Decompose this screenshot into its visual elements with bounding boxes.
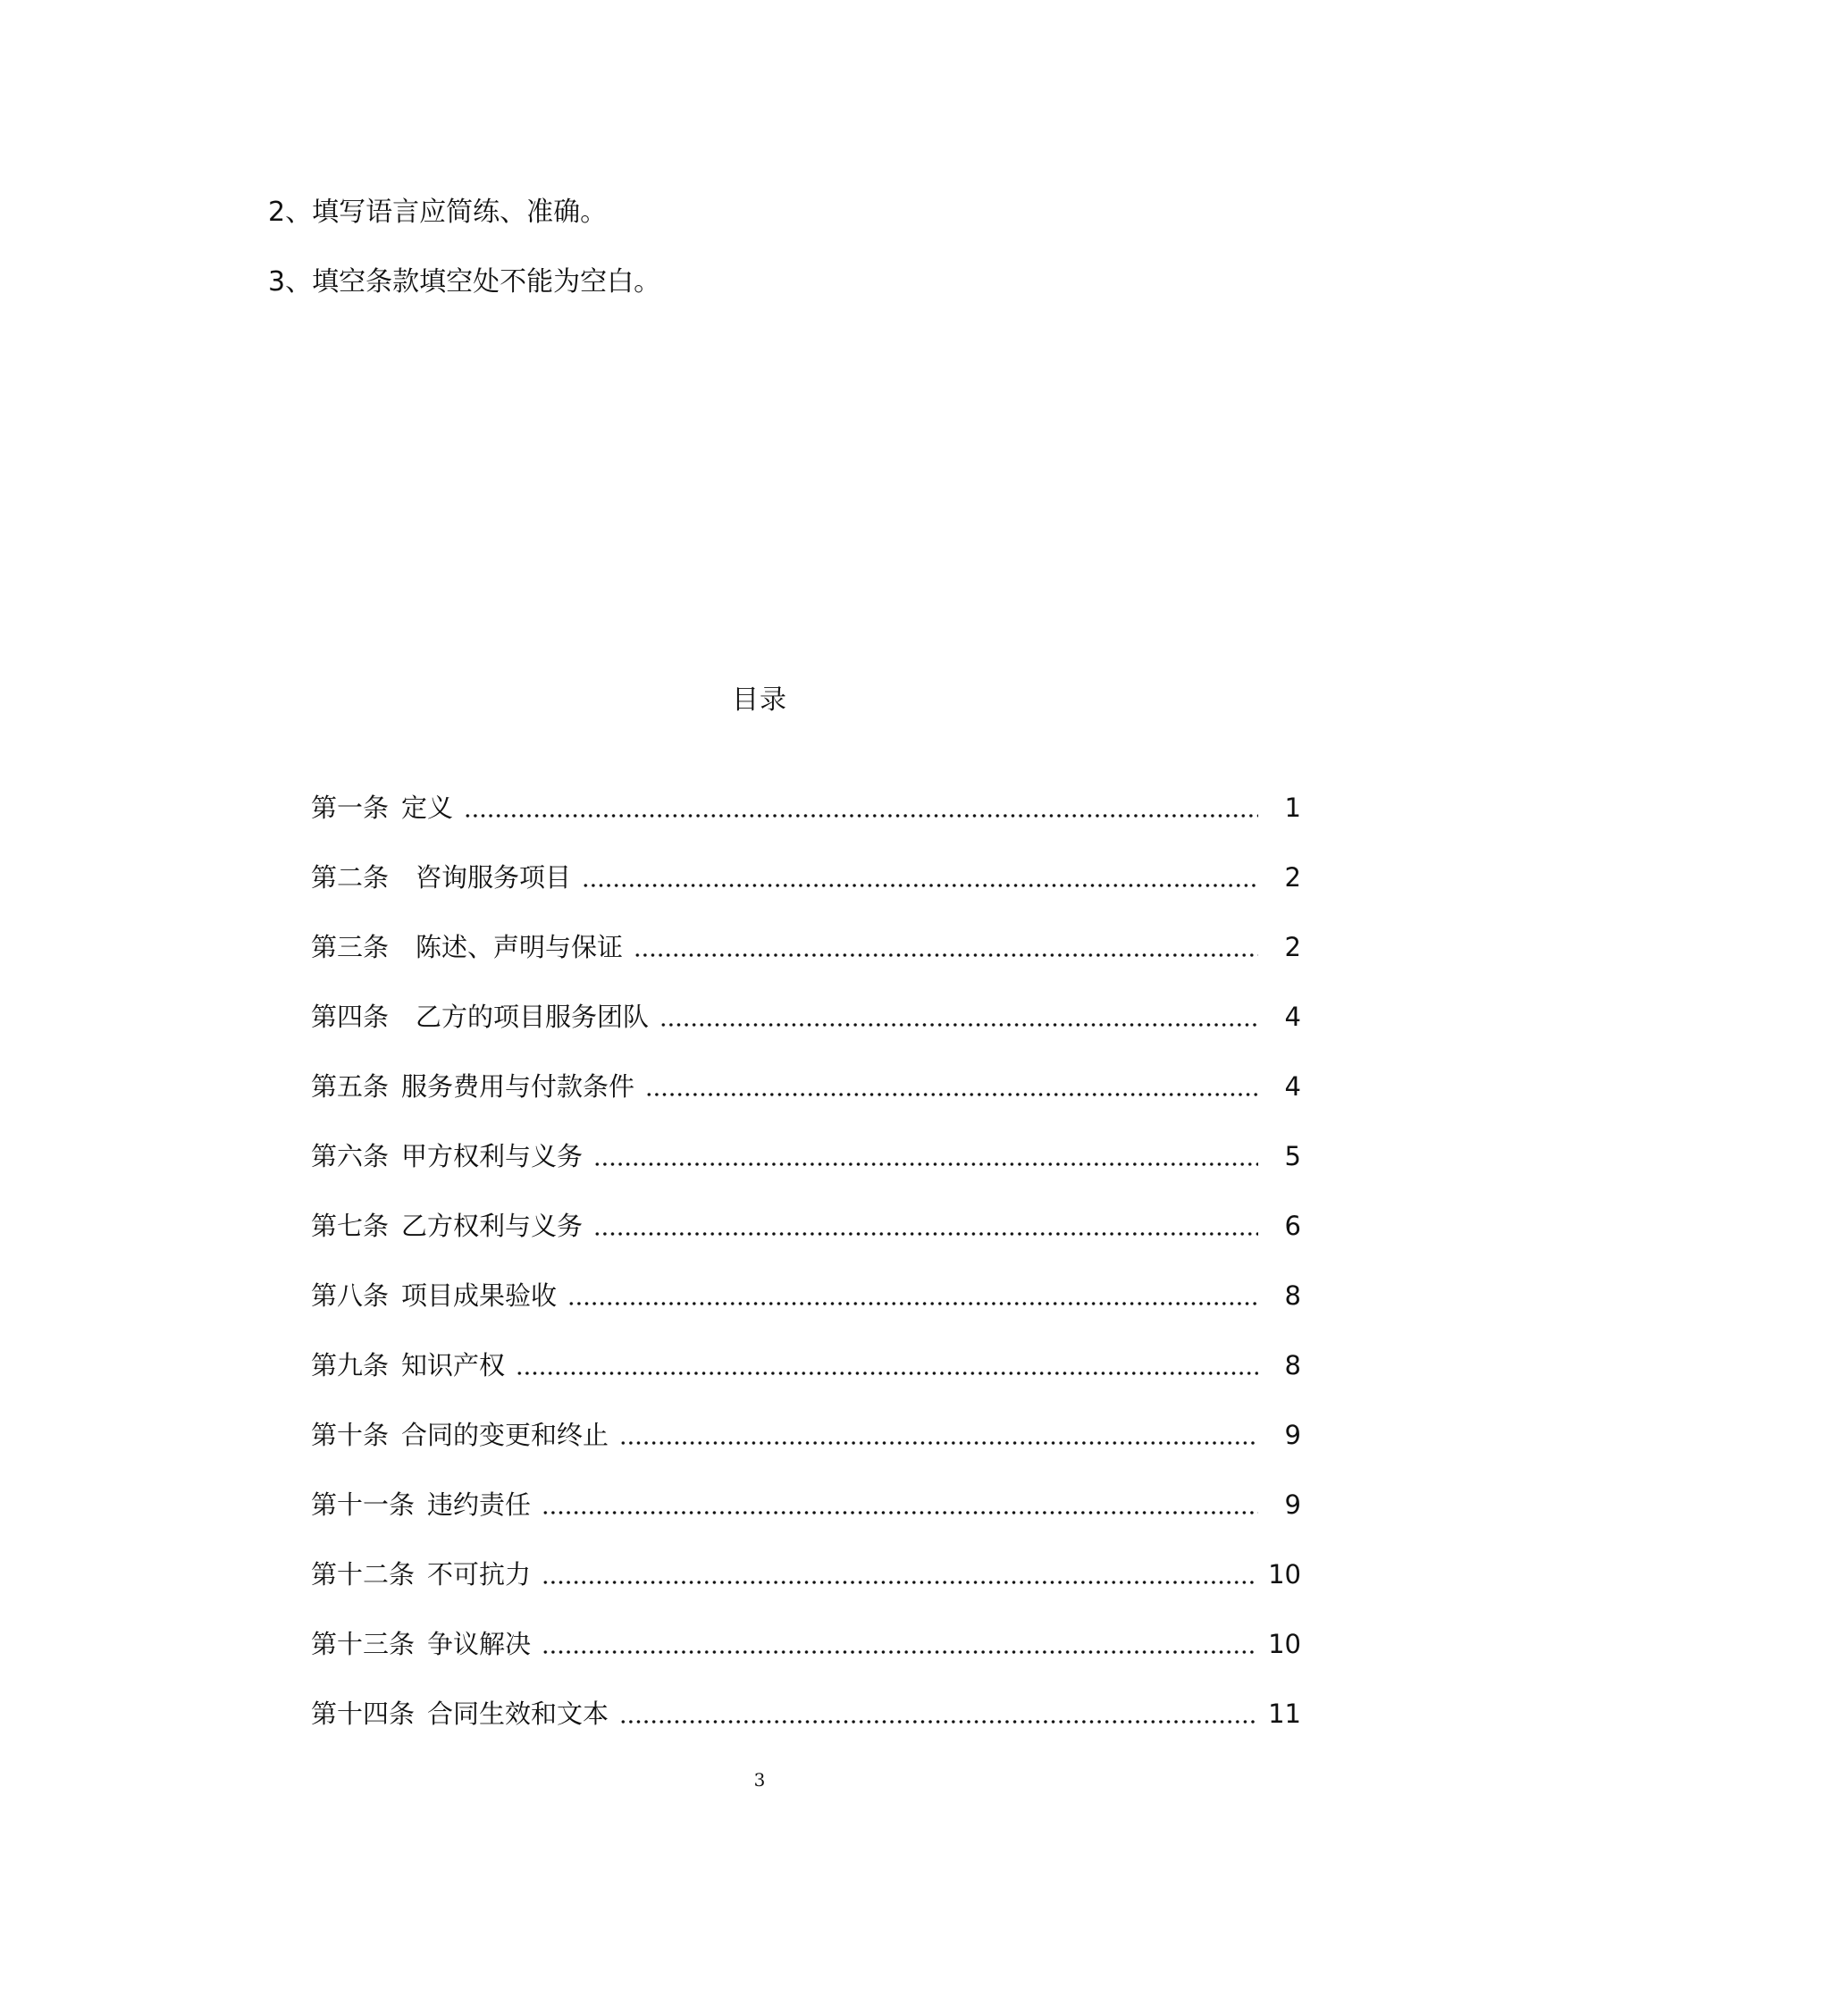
toc-entry-page: 2 [1284, 932, 1301, 962]
toc-entry-label: 合同的变更和终止 [401, 1420, 609, 1450]
toc-entry[interactable] [311, 1556, 1301, 1592]
toc-entry-page: 6 [1284, 1211, 1301, 1241]
toc-entry-label: 知识产权 [401, 1350, 506, 1380]
toc-entry-number: 第九条 [311, 1350, 390, 1380]
toc-entry-number: 第八条 [311, 1280, 390, 1311]
instruction-note-2: 2、填写语言应简练、准确。 [268, 197, 608, 228]
toc-entry-number: 第四条 [311, 1002, 390, 1032]
toc-entry-page: 9 [1284, 1489, 1301, 1520]
toc-entry-label: 乙方权利与义务 [401, 1211, 584, 1241]
toc-entry[interactable] [311, 1138, 1301, 1174]
toc-entry-label: 定义 [401, 793, 454, 823]
toc-entry-number: 第十三条 [311, 1629, 416, 1659]
toc-entry-page: 11 [1268, 1699, 1301, 1729]
toc-entry-number: 第十一条 [311, 1489, 416, 1520]
page-number: 3 [753, 1769, 766, 1791]
toc-entry-label: 不可抗力 [427, 1559, 532, 1590]
toc-entry[interactable] [311, 1417, 1301, 1453]
toc-entry-label: 甲方权利与义务 [401, 1141, 584, 1171]
toc-entry-label: 陈述、声明与保证 [416, 932, 624, 962]
toc-dot-leader [659, 1022, 1258, 1028]
toc-dot-leader [516, 1371, 1258, 1376]
toc-dot-leader [582, 883, 1258, 888]
toc-dot-leader [567, 1301, 1258, 1306]
toc-entry-page: 4 [1284, 1002, 1301, 1032]
toc-entry-page: 2 [1284, 862, 1301, 893]
toc-entry[interactable] [311, 790, 1301, 826]
toc-entry[interactable] [311, 1487, 1301, 1523]
toc-entry-label: 争议解决 [427, 1629, 532, 1659]
toc-dot-leader [542, 1510, 1258, 1515]
toc-entry-page: 1 [1284, 793, 1301, 823]
toc-entry-page: 4 [1284, 1071, 1301, 1102]
toc-entry-page: 10 [1268, 1629, 1301, 1659]
toc-entry-number: 第二条 [311, 862, 390, 893]
toc-entry[interactable] [311, 929, 1301, 965]
toc-entry[interactable] [311, 1696, 1301, 1732]
toc-dot-leader [645, 1092, 1258, 1097]
table-of-contents [311, 790, 1301, 1766]
toc-entry[interactable] [311, 1069, 1301, 1104]
toc-entry-number: 第一条 [311, 793, 390, 823]
toc-entry-label: 服务费用与付款条件 [401, 1071, 635, 1102]
toc-entry-number: 第六条 [311, 1141, 390, 1171]
toc-entry-page: 5 [1284, 1141, 1301, 1171]
toc-dot-leader [542, 1649, 1256, 1655]
toc-entry-number: 第十二条 [311, 1559, 416, 1590]
toc-entry-label: 合同生效和文本 [427, 1699, 609, 1729]
toc-entry[interactable] [311, 1208, 1301, 1244]
toc-entry-label: 项目成果验收 [401, 1280, 558, 1311]
toc-entry[interactable] [311, 1278, 1301, 1313]
toc-entry-label: 违约责任 [427, 1489, 532, 1520]
toc-entry[interactable] [311, 1626, 1301, 1662]
toc-dot-leader [619, 1719, 1256, 1724]
toc-entry-number: 第十条 [311, 1420, 390, 1450]
toc-dot-leader [619, 1440, 1258, 1446]
toc-entry-label: 咨询服务项目 [416, 862, 572, 893]
toc-entry-number: 第七条 [311, 1211, 390, 1241]
toc-dot-leader [634, 952, 1258, 958]
toc-entry[interactable] [311, 1347, 1301, 1383]
toc-entry-page: 8 [1284, 1350, 1301, 1380]
toc-entry-page: 10 [1268, 1559, 1301, 1590]
toc-title: 目录 [732, 684, 787, 716]
toc-entry[interactable] [311, 860, 1301, 895]
toc-dot-leader [593, 1162, 1258, 1167]
toc-entry-number: 第三条 [311, 932, 390, 962]
toc-entry-number: 第五条 [311, 1071, 390, 1102]
toc-entry-label: 乙方的项目服务团队 [416, 1002, 650, 1032]
toc-entry-page: 9 [1284, 1420, 1301, 1450]
toc-entry-number: 第十四条 [311, 1699, 416, 1729]
toc-entry-page: 8 [1284, 1280, 1301, 1311]
toc-dot-leader [593, 1231, 1258, 1237]
toc-dot-leader [542, 1580, 1256, 1585]
toc-dot-leader [464, 813, 1258, 818]
toc-entry[interactable] [311, 999, 1301, 1035]
instruction-note-3: 3、填空条款填空处不能为空白。 [268, 266, 661, 298]
